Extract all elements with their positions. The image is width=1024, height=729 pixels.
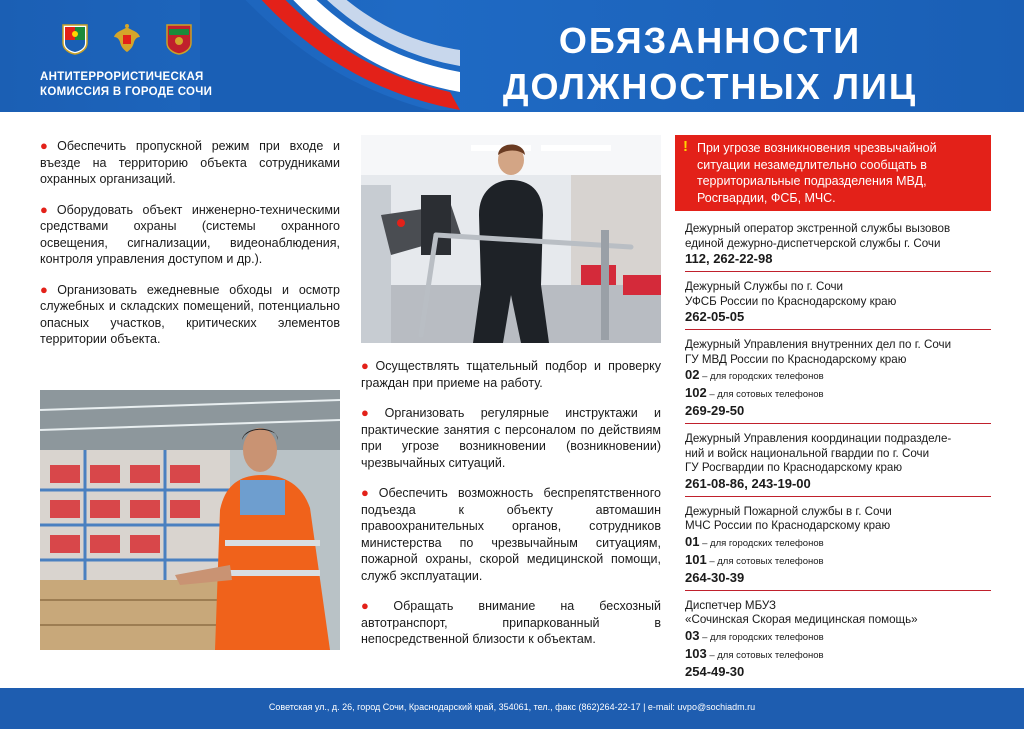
phone-number: 261-08-86, 243-19-00 — [685, 475, 811, 491]
russian-flag-ribbon — [200, 0, 460, 112]
commission-name — [40, 70, 212, 100]
page-title — [500, 18, 920, 110]
emblems-row — [60, 22, 194, 56]
contact-block — [685, 336, 991, 424]
footer-bar — [0, 688, 1024, 729]
contact-line: Дежурный Пожарной службы в г. Сочи — [685, 504, 892, 518]
contact-line: ГУ МВД России по Краснодарскому краю — [685, 352, 907, 366]
middle-column — [361, 358, 661, 662]
list-item-text: Организовать ежедневные обходы и осмотр служебных и складских помещений, потенциально опасных участков, критических элементов территории объекта. — [40, 282, 340, 346]
header-banner — [0, 0, 1024, 112]
bullet-icon: ● — [361, 598, 391, 613]
list-item-text: Обеспечить возможность беспрепятственного подъезда к объекту автомашин правоохранительных органов, сотрудников министерства по чрезвычайным ситуациям, пожарной охраны, скорой медицинской помощи, служб эксплуатации. — [361, 486, 661, 583]
commission-line-1: АНТИТЕРРОРИСТИЧЕСКАЯ — [40, 71, 204, 83]
phone-number: 01 – для городских телефонов — [685, 533, 824, 549]
title-line-2: ДОЛЖНОСТНЫХ ЛИЦ — [502, 66, 918, 107]
contact-block — [685, 278, 991, 330]
bullet-icon: ● — [361, 358, 373, 373]
emergency-contacts — [685, 220, 991, 690]
phone-number: 254-49-30 — [685, 663, 745, 679]
bullet-icon: ● — [40, 281, 55, 297]
list-item — [361, 598, 661, 648]
phone-number: 112, 262-22-98 — [685, 251, 773, 266]
contact-line: Диспетчер МБУЗ — [685, 598, 777, 612]
phone-number: 101 – для сотовых телефонов — [685, 551, 824, 567]
bullet-icon: ● — [361, 485, 376, 500]
bullet-icon: ● — [40, 201, 54, 217]
list-item — [361, 405, 661, 471]
list-item-text: Организовать регулярные инструктажи и практические занятия с персоналом по действиям при угрозе возникновении (возникновении) чрезвычайных ситуаций. — [361, 406, 661, 470]
list-item-text: Обеспечить пропускной режим при входе и въезде на территорию объекта сотрудниками охранных организаций. — [40, 139, 340, 186]
list-item — [40, 282, 340, 348]
contact-block — [685, 503, 991, 591]
phone-number: 03 – для городских телефонов — [685, 627, 824, 643]
contact-line: Дежурный Службы по г. Сочи — [685, 280, 844, 293]
phone-number: 269-29-50 — [685, 403, 745, 418]
bullet-icon: ● — [361, 405, 382, 420]
phone-number: 103 – для сотовых телефонов — [685, 645, 824, 661]
russia-coat-of-arms-icon — [112, 22, 142, 56]
exclamation-icon: ! — [683, 138, 688, 155]
list-item — [40, 138, 340, 188]
contact-line: единой дежурно-диспетчерской службы г. Сочи — [685, 236, 941, 250]
contact-block — [685, 430, 991, 497]
footer-contact-info: Советская ул., д. 26, город Сочи, Краснодарский край, 354061, тел., факс (862)264-22-17 | e-mail: uvpo@sochiadm.ru — [268, 702, 756, 712]
commission-line-2: КОМИССИЯ В ГОРОДЕ СОЧИ — [40, 86, 213, 98]
phone-number: 102 – для сотовых телефонов — [685, 385, 824, 400]
title-line-1: ОБЯЗАННОСТИ — [558, 20, 862, 61]
phone-number: 02 – для городских телефонов — [685, 367, 824, 382]
contact-line: УФСБ России по Краснодарскому краю — [685, 294, 897, 308]
list-item — [361, 358, 661, 391]
contact-line: Дежурный Управления внутренних дел по г. Сочи — [685, 338, 952, 351]
contact-line: «Сочинская Скорая медицинская помощь» — [685, 613, 918, 626]
sochi-coat-of-arms-icon — [60, 22, 90, 56]
list-item-text: Оборудовать объект инженерно-техническими средствами охраны (системы охранного освещения, сигнализации, видеонаблюдения, контроля управления доступом и др.). — [40, 202, 340, 266]
warehouse-guard-photo — [40, 390, 340, 650]
contact-line: Дежурный оператор экстренной службы вызовов — [685, 222, 951, 235]
list-item — [40, 202, 340, 268]
list-item-text: Обращать внимание на бесхозный автотранспорт, припаркованный в непосредственной близости к объектам. — [361, 599, 661, 646]
phone-number: 264-30-39 — [685, 569, 745, 585]
contact-line: Дежурный Управления координации подразделе- — [685, 432, 952, 445]
krasnodar-coat-of-arms-icon — [164, 22, 194, 56]
contact-line: МЧС России по Краснодарскому краю — [685, 519, 891, 532]
turnstile-guard-photo — [361, 135, 661, 343]
alert-box — [675, 135, 991, 211]
list-item — [361, 485, 661, 584]
bullet-icon: ● — [40, 138, 55, 153]
contact-line: ний и войск национальной гвардии по г. Сочи — [685, 446, 930, 460]
contact-block — [685, 220, 991, 272]
alert-text: При угрозе возникновения чрезвычайной ситуации незамедлительно сообщать в территориальные подразделения МВД, Росгвардии, ФСБ, МЧС. — [697, 141, 937, 205]
contact-block — [685, 597, 991, 684]
list-item-text: Осуществлять тщательный подбор и проверку граждан при приеме на работу. — [361, 359, 662, 390]
left-column — [40, 138, 340, 362]
contact-line: ГУ Росгвардии по Краснодарскому краю — [685, 461, 903, 474]
phone-number: 262-05-05 — [685, 309, 745, 324]
